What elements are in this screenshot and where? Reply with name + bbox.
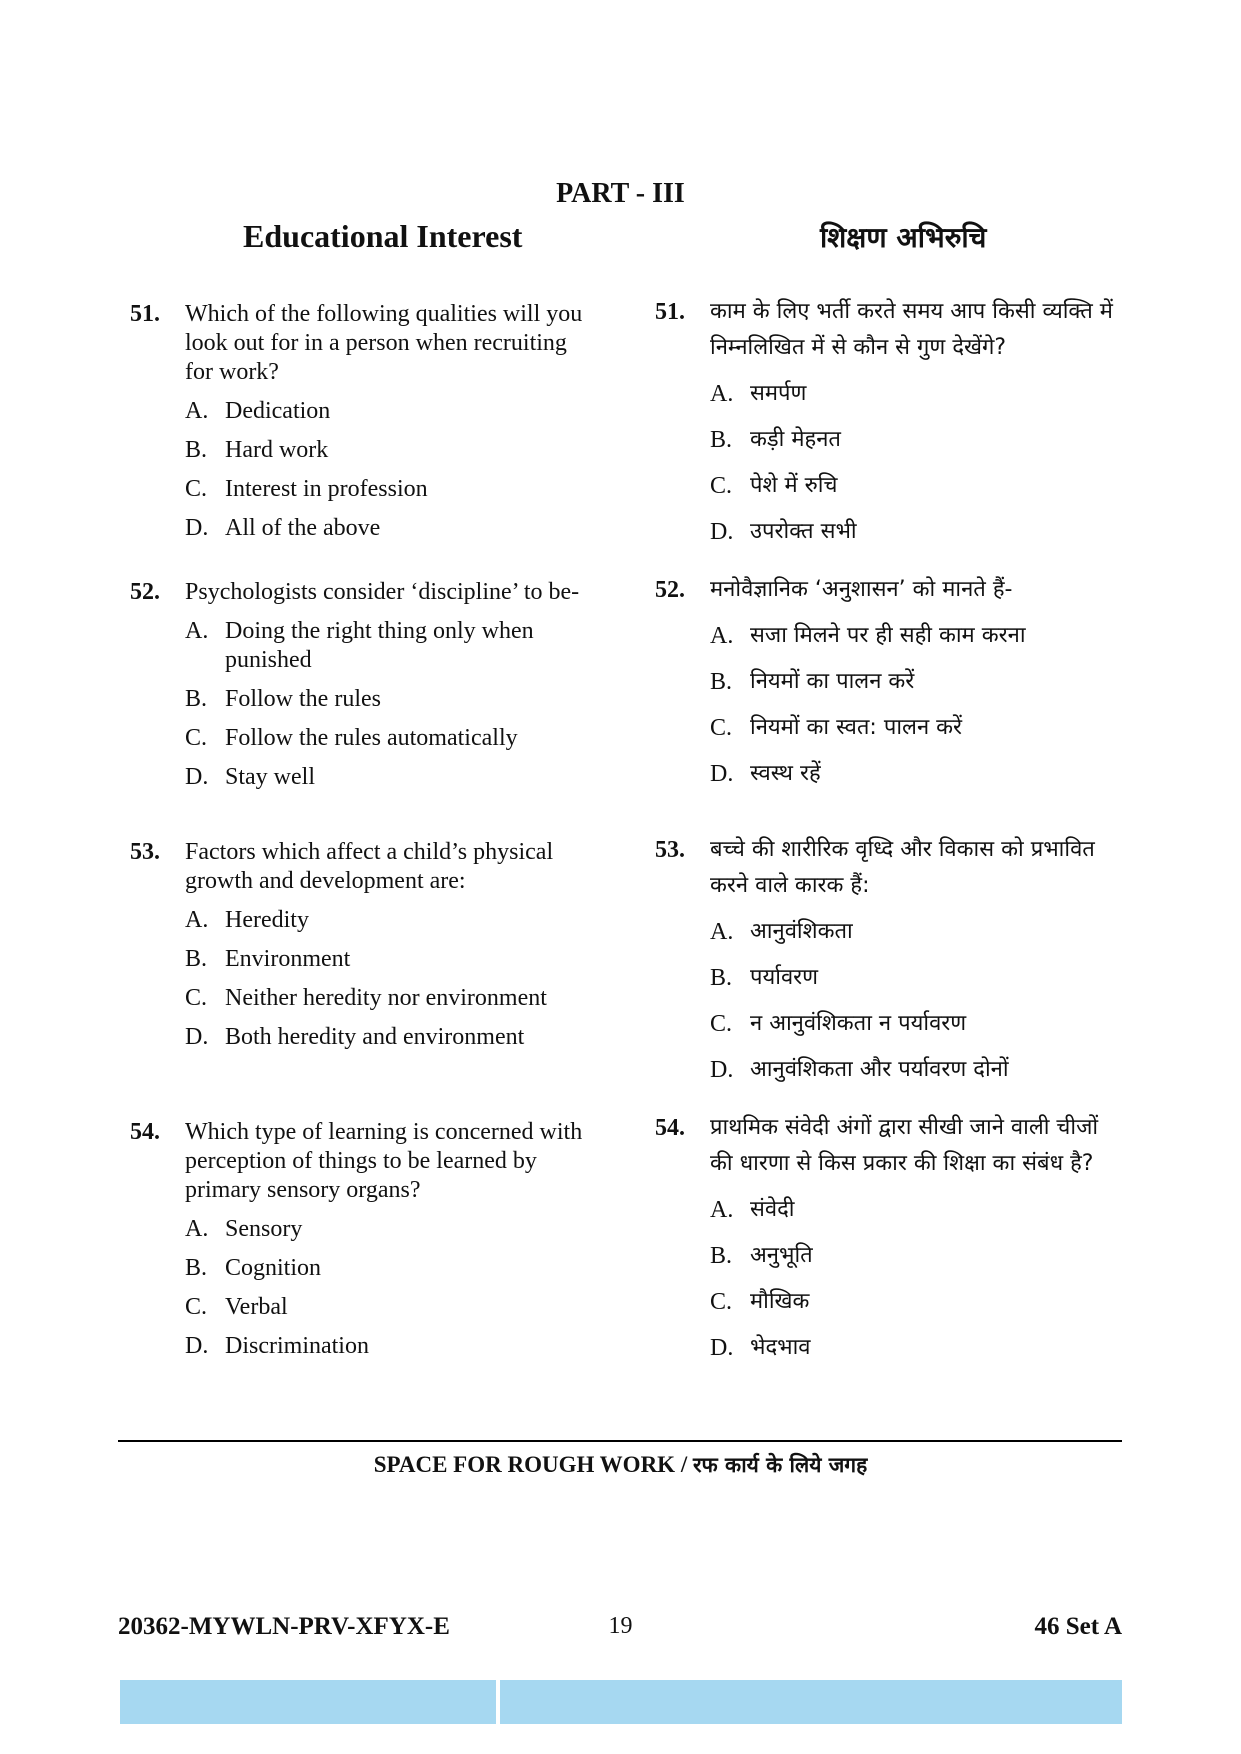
option-text: भेदभाव: [750, 1335, 811, 1360]
option-list: [185, 617, 590, 792]
option-text: पर्यावरण: [750, 965, 819, 990]
option-b: [185, 685, 590, 714]
option-text: Dedication: [225, 398, 331, 424]
option-c: [710, 1284, 1125, 1320]
rough-work-label-en: SPACE FOR ROUGH WORK /: [373, 1452, 693, 1477]
question-text: प्राथमिक संवेदी अंगों द्वारा सीखी जाने वाली चीजों की धारणा से किस प्रकार की शिक्षा का संबंध है?: [710, 1115, 1099, 1176]
option-letter: A.: [185, 907, 209, 933]
option-text: Heredity: [225, 907, 309, 933]
option-text: उपरोक्त सभी: [750, 519, 857, 544]
part-heading: PART - III: [556, 178, 685, 209]
option-a: [710, 376, 1125, 412]
option-letter: A.: [185, 618, 209, 644]
option-text: All of the above: [225, 515, 381, 541]
option-text: Hard work: [225, 437, 329, 463]
option-letter: B.: [185, 437, 208, 463]
option-letter: B.: [710, 669, 733, 695]
question-53-en: [130, 838, 590, 1062]
question-number: 51.: [655, 299, 685, 325]
set-label: 46 Set A: [1034, 1613, 1122, 1640]
question-text: मनोवैज्ञानिक ‘अनुशासन’ को मानते हैं-: [710, 577, 1013, 602]
option-a: [185, 906, 590, 935]
option-text: Cognition: [225, 1255, 322, 1281]
option-c: [710, 1006, 1125, 1042]
option-list: [710, 618, 1125, 792]
question-text: Factors which affect a child’s physical growth and development are:: [185, 839, 554, 894]
option-text: Verbal: [225, 1294, 288, 1320]
option-d: [185, 1332, 590, 1361]
option-text: पेशे में रुचि: [750, 473, 838, 498]
option-letter: B.: [185, 686, 208, 712]
option-letter: D.: [185, 764, 209, 790]
section-title-hindi: शिक्षण अभिरुचि: [820, 221, 987, 254]
option-d: [710, 1052, 1125, 1088]
option-text: Sensory: [225, 1216, 303, 1242]
option-letter: B.: [185, 946, 208, 972]
question-number: 53.: [655, 837, 685, 863]
divider-line: [118, 1440, 1122, 1442]
option-letter: D.: [185, 515, 209, 541]
option-list: [185, 397, 590, 543]
option-text: नियमों का स्वत: पालन करें: [750, 715, 963, 740]
option-list: [185, 1215, 590, 1361]
option-b: [710, 422, 1125, 458]
option-text: आनुवंशिकता: [750, 919, 853, 944]
option-text: कड़ी मेहनत: [750, 427, 841, 452]
option-b: [710, 664, 1125, 700]
option-letter: A.: [710, 919, 734, 945]
option-letter: B.: [185, 1255, 208, 1281]
option-letter: A.: [185, 1216, 209, 1242]
option-text: Follow the rules automatically: [225, 725, 518, 751]
option-b: [185, 1254, 590, 1283]
option-a: [185, 617, 590, 675]
question-52-en: [130, 578, 590, 802]
option-letter: D.: [710, 1335, 734, 1361]
option-d: [185, 763, 590, 792]
option-letter: A.: [710, 1197, 734, 1223]
option-list: [185, 906, 590, 1052]
option-b: [710, 1238, 1125, 1274]
option-b: [185, 945, 590, 974]
question-number: 52.: [130, 579, 160, 605]
option-letter: D.: [710, 519, 734, 545]
question-number: 51.: [130, 301, 160, 327]
option-letter: D.: [185, 1024, 209, 1050]
option-text: अनुभूति: [750, 1243, 813, 1268]
option-text: समर्पण: [750, 381, 807, 406]
option-letter: C.: [710, 473, 733, 499]
option-a: [185, 1215, 590, 1244]
option-letter: C.: [185, 476, 208, 502]
question-number: 52.: [655, 577, 685, 603]
option-letter: D.: [710, 1057, 734, 1083]
option-d: [185, 1023, 590, 1052]
option-letter: D.: [185, 1333, 209, 1359]
option-text: Neither heredity nor environment: [225, 985, 547, 1011]
option-letter: A.: [710, 623, 734, 649]
page-number: 19: [608, 1613, 633, 1639]
question-54-en: [130, 1118, 590, 1371]
option-text: न आनुवंशिकता न पर्यावरण: [750, 1011, 967, 1036]
question-53-hi: [655, 832, 1125, 1098]
option-c: [185, 1293, 590, 1322]
option-letter: C.: [185, 725, 208, 751]
option-letter: A.: [185, 398, 209, 424]
option-text: संवेदी: [750, 1197, 795, 1222]
option-text: मौखिक: [750, 1289, 810, 1314]
option-list: [710, 376, 1125, 550]
option-list: [710, 914, 1125, 1088]
question-text: बच्चे की शारीरिक वृध्दि और विकास को प्रभावित करने वाले कारक हैं:: [710, 837, 1095, 898]
option-letter: B.: [710, 965, 733, 991]
question-number: 53.: [130, 839, 160, 865]
option-letter: C.: [185, 1294, 208, 1320]
option-b: [710, 960, 1125, 996]
question-51-en: [130, 300, 590, 553]
booklet-code: 20362-MYWLN-PRV-XFYX-E: [118, 1613, 450, 1640]
option-a: [710, 1192, 1125, 1228]
option-c: [710, 468, 1125, 504]
option-text: Interest in profession: [225, 476, 428, 502]
option-letter: C.: [710, 1289, 733, 1315]
question-54-hi: [655, 1110, 1125, 1376]
option-text: आनुवंशिकता और पर्यावरण दोनों: [750, 1057, 1009, 1082]
option-text: Both heredity and environment: [225, 1024, 525, 1050]
question-text: Which type of learning is concerned with perception of things to be learned by primary sensory organs?: [185, 1119, 583, 1203]
option-letter: A.: [710, 381, 734, 407]
option-c: [185, 724, 590, 753]
rough-work-label: [0, 1451, 1241, 1479]
option-a: [185, 397, 590, 426]
footer-band-left: [120, 1680, 496, 1724]
option-b: [185, 436, 590, 465]
question-number: 54.: [655, 1115, 685, 1141]
option-d: [710, 1330, 1125, 1366]
question-52-hi: [655, 572, 1125, 802]
option-letter: D.: [710, 761, 734, 787]
rough-work-label-hi: रफ कार्य के लिये जगह: [692, 1453, 868, 1477]
option-text: Follow the rules: [225, 686, 381, 712]
question-text: Psychologists consider ‘discipline’ to be-: [185, 579, 580, 605]
option-text: Environment: [225, 946, 351, 972]
option-d: [185, 514, 590, 543]
option-a: [710, 914, 1125, 950]
option-letter: B.: [710, 427, 733, 453]
option-c: [185, 984, 590, 1013]
question-text: Which of the following qualities will you look out for in a person when recruiting for work?: [185, 301, 583, 385]
option-d: [710, 756, 1125, 792]
option-c: [185, 475, 590, 504]
section-title-english: Educational Interest: [243, 218, 523, 254]
option-text: Stay well: [225, 764, 315, 790]
option-a: [710, 618, 1125, 654]
question-text: काम के लिए भर्ती करते समय आप किसी व्यक्ति में निम्नलिखित में से कौन से गुण देखेंगे?: [710, 299, 1113, 360]
question-51-hi: [655, 294, 1125, 560]
option-text: सजा मिलने पर ही सही काम करना: [750, 623, 1026, 648]
option-text: Doing the right thing only when punished: [225, 618, 534, 673]
option-text: नियमों का पालन करें: [750, 669, 915, 694]
option-text: स्वस्थ रहें: [750, 761, 821, 786]
option-letter: C.: [710, 1011, 733, 1037]
option-letter: C.: [185, 985, 208, 1011]
question-number: 54.: [130, 1119, 160, 1145]
option-list: [710, 1192, 1125, 1366]
footer-band-right: [500, 1680, 1122, 1724]
option-letter: B.: [710, 1243, 733, 1269]
option-c: [710, 710, 1125, 746]
option-d: [710, 514, 1125, 550]
option-text: Discrimination: [225, 1333, 369, 1359]
option-letter: C.: [710, 715, 733, 741]
